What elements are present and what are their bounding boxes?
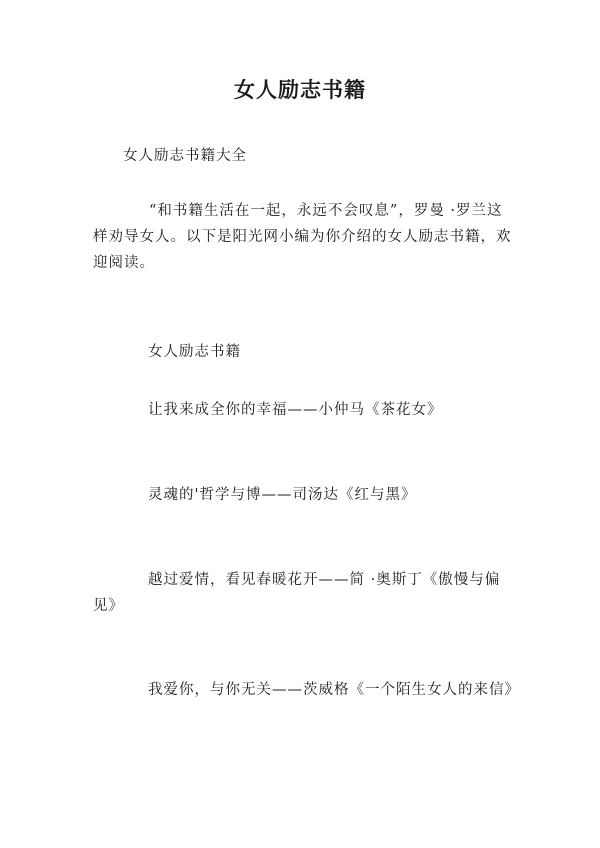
list-item: 越过爱情，看见春暖花开——简 ·奥斯丁《傲慢与偏见》 xyxy=(93,572,501,614)
list-item: 让我来成全你的幸福——小仲马《茶花女》 xyxy=(148,402,443,418)
list-item: 我爱你，与你无关——茨威格《一个陌生女人的来信》 xyxy=(148,682,520,698)
document-title: 女人励志书籍 xyxy=(234,77,366,102)
list-item: 灵魂的'哲学与博——司汤达《红与黑》 xyxy=(148,487,417,503)
section-heading: 女人励志书籍 xyxy=(148,344,241,360)
intro-paragraph: “和书籍生活在一起，永远不会叹息”，罗曼 ·罗兰这样劝导女人。以下是阳光网小编为你介绍的女人励志书籍，欢迎阅读。 xyxy=(93,203,512,271)
document-subtitle: 女人励志书籍大全 xyxy=(123,148,247,164)
